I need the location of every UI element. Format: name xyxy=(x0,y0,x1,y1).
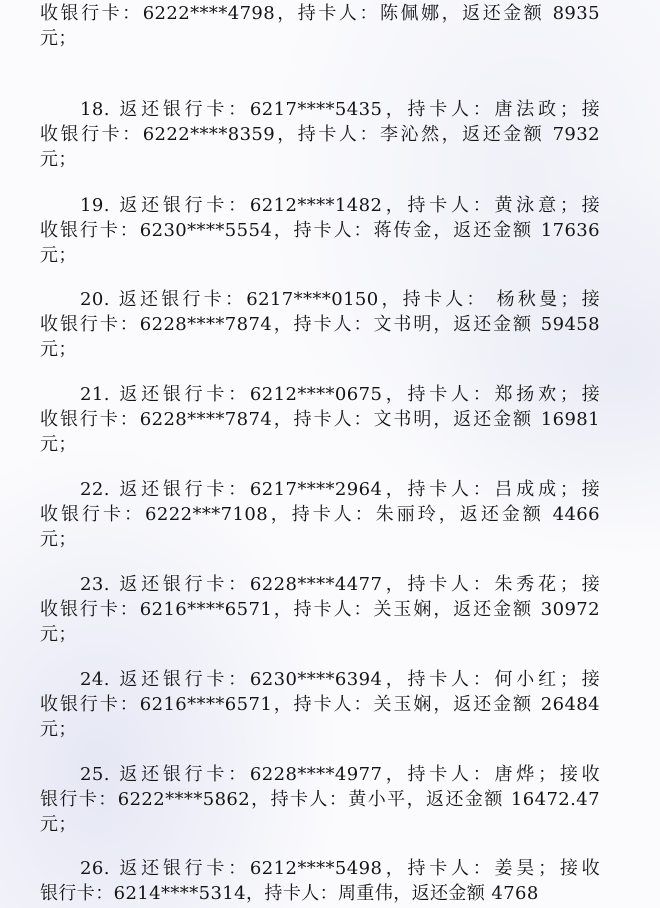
entry-19 xyxy=(40,193,600,268)
text-line: 收银行卡：6228****7874，持卡人：文书明，返还金额 59458 xyxy=(40,314,600,335)
text-line: 元； xyxy=(40,434,77,455)
text-line: 元； xyxy=(40,719,77,740)
text-line: 收银行卡：6228****7874，持卡人：文书明，返还金额 16981 xyxy=(40,409,600,430)
text-line: 银行卡：6222****5862，持卡人：黄小平，返还金额 16472.47 xyxy=(40,789,600,810)
text-line: 25. 返还银行卡：6228****4977，持卡人：唐烨；接收 xyxy=(80,764,600,785)
text-line: 元； xyxy=(40,814,77,835)
entry-24 xyxy=(40,667,600,742)
text-line: 19. 返还银行卡：6212****1482，持卡人：黄泳意；接 xyxy=(80,195,600,216)
entry-21 xyxy=(40,382,600,457)
text-line: 22. 返还银行卡：6217****2964，持卡人：吕成成；接 xyxy=(80,479,600,500)
text-line: 元； xyxy=(40,339,77,360)
entry-26 xyxy=(40,856,600,906)
text-line: 21. 返还银行卡：6212****0675，持卡人：郑扬欢；接 xyxy=(80,384,600,405)
text-line: 收银行卡：6222****8359，持卡人：李沁然，返还金额 7932 xyxy=(40,124,600,145)
text-line: 收银行卡：6222****4798，持卡人：陈佩娜，返还金额 8935 xyxy=(40,3,600,24)
text-line: 收银行卡：6216****6571，持卡人：关玉娴，返还金额 26484 xyxy=(40,694,600,715)
text-line: 元； xyxy=(40,529,77,550)
text-line: 20. 返还银行卡：6217****0150，持卡人： 杨秋曼；接 xyxy=(80,289,600,310)
entry-25 xyxy=(40,762,600,837)
entry-23 xyxy=(40,572,600,647)
text-line: 收银行卡：6222***7108，持卡人：朱丽玲，返还金额 4466 xyxy=(40,504,600,525)
text-line: 26. 返还银行卡：6212****5498，持卡人：姜昊；接收 xyxy=(80,858,600,879)
entry-20 xyxy=(40,287,600,362)
text-line: 23. 返还银行卡：6228****4477，持卡人：朱秀花；接 xyxy=(80,574,600,595)
text-line: 元； xyxy=(40,149,77,170)
text-line: 收银行卡：6216****6571，持卡人：关玉娴，返还金额 30972 xyxy=(40,599,600,620)
text-line: 银行卡：6214****5314，持卡人：周重伟，返还金额 4768 xyxy=(40,883,539,904)
text-line: 24. 返还银行卡：6230****6394，持卡人：何小红；接 xyxy=(80,669,600,690)
text-line: 18. 返还银行卡：6217****5435，持卡人：唐法政；接 xyxy=(80,99,600,120)
text-line: 元； xyxy=(40,624,77,645)
entry-18 xyxy=(40,97,600,172)
text-line: 元； xyxy=(40,28,77,49)
entry-22 xyxy=(40,477,600,552)
text-line: 元； xyxy=(40,245,77,266)
entry-17-continuation xyxy=(40,1,600,51)
text-line: 收银行卡：6230****5554，持卡人：蒋传金，返还金额 17636 xyxy=(40,220,600,241)
